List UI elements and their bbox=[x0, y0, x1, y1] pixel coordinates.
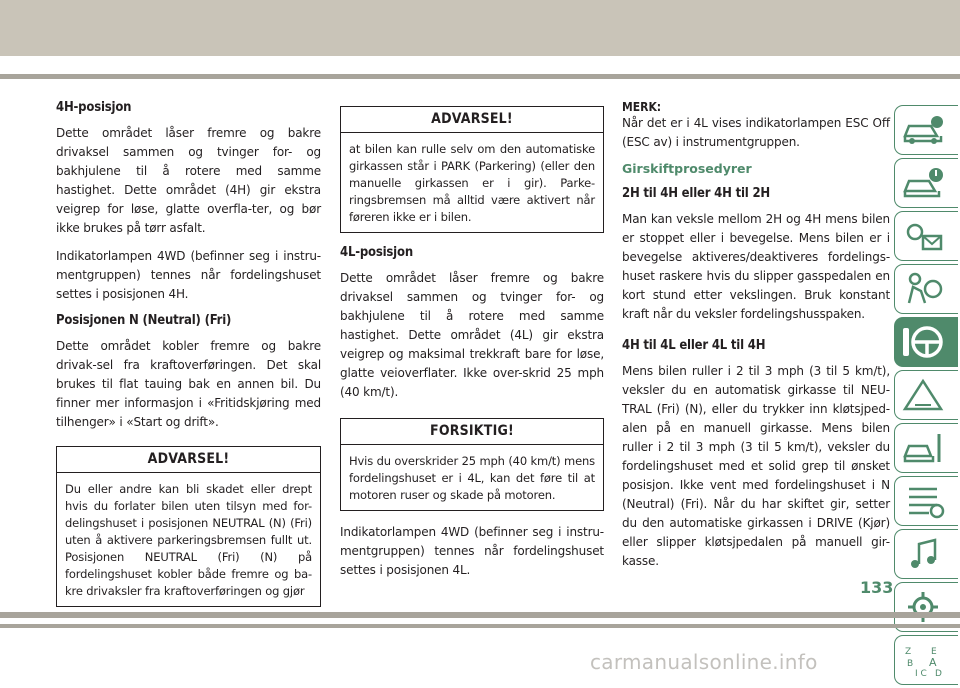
caution-box bbox=[340, 418, 604, 511]
chapter-tabs bbox=[894, 105, 958, 688]
checklist-icon bbox=[901, 483, 945, 519]
airbag-person-icon bbox=[901, 271, 945, 307]
wrench-car-icon bbox=[901, 430, 945, 466]
top-band bbox=[0, 0, 960, 56]
svg-text:I C: I C bbox=[915, 669, 927, 678]
warning-box bbox=[56, 446, 321, 607]
caution-title: FORSIKTIG! bbox=[341, 419, 603, 445]
hazard-triangle-icon bbox=[901, 377, 945, 413]
index-letters-icon bbox=[901, 642, 945, 678]
watermark: carmanualsonline.info bbox=[590, 650, 818, 674]
note-body: Når det er i 4L vises indikatorlampen ESC Off (ESC av) i instrumentgruppen. bbox=[622, 116, 890, 149]
column-right bbox=[622, 100, 890, 580]
svg-text:E: E bbox=[931, 647, 937, 657]
lights-message-icon bbox=[901, 218, 945, 254]
heading-4l: 4L-posisjon bbox=[340, 245, 413, 260]
tab-car-warning[interactable] bbox=[894, 158, 958, 208]
heading-4h-4l: 4H til 4L eller 4L til 4H bbox=[622, 338, 766, 353]
warning-title: ADVARSEL! bbox=[57, 447, 320, 473]
car-warning-icon bbox=[901, 165, 945, 201]
bottom-stripe-thin bbox=[0, 624, 960, 628]
heading-neutral: Posisjonen N (Neutral) (Fri) bbox=[56, 313, 232, 328]
music-phone-icon bbox=[901, 536, 945, 572]
bottom-stripe bbox=[0, 612, 960, 618]
tab-lights[interactable] bbox=[894, 211, 958, 261]
warning-title: ADVARSEL! bbox=[341, 107, 603, 133]
note-label: MERK: bbox=[622, 100, 662, 114]
paragraph: Man kan veksle mellom 2H og 4H mens bilen er stoppet eller i bevegelse. Mens bilen er i bevegelse aktiveres/deaktiveres fordelings-huset raskere hvis du slipper gasspedalen en kort stund etter vekslingen. Bruk konstant kraft når du veksler fordelingshusspaken. bbox=[622, 212, 890, 321]
steering-wheel-icon bbox=[901, 324, 945, 360]
tab-starting-driving[interactable] bbox=[894, 317, 958, 367]
paragraph: Mens bilen ruller i 2 til 3 mph (3 til 5 km/t), veksler du en automatisk girkasse til NEU-TRAL (Fri) (N), eller du trykker inn kløtsjped-alen på en manuell girkasse. Mens bilen ruller i 2 til 3 mph (3 til 5 km/t), veksler du fordelingshuset med et solid grep til ønsket posisjon. Ikke vent med fordelingshuset i N (Neutral) (Fri). Når du har skiftet gir, setter du den automatiske girkassen i DRIVE (Kjør) eller slipper kløtsjpedalen på manuell gir-kasse. bbox=[622, 364, 890, 568]
heading-4h: 4H-posisjon bbox=[56, 100, 132, 115]
paragraph: Dette området kobler fremre og bakre drivak-sel fra kraftoverføringen. Det skal brukes til flat tauing bak en annen bil. Du finner mer informasjon i «Fritidskjøring med tilhenger» i «Start og drift». bbox=[56, 339, 321, 429]
car-info-icon bbox=[901, 112, 945, 148]
heading-2h-4h: 2H til 4H eller 4H til 2H bbox=[622, 186, 770, 201]
warning-box-continued bbox=[340, 106, 604, 233]
svg-text:A: A bbox=[929, 656, 937, 669]
tab-specs[interactable] bbox=[894, 476, 958, 526]
tab-safety[interactable] bbox=[894, 264, 958, 314]
warning-body: at bilen kan rulle selv om den automatiske girkassen står i PARK (Parkering) (eller den manuelle girkassen er i gir). Parke-ringsbremsen må alltid være aktivert når føreren ikke er i bilen. bbox=[349, 142, 595, 224]
caution-body: Hvis du overskrider 25 mph (40 km/t) mens fordelingshuset er i 4L, kan det føre til at motoren ruser og skade på motoren. bbox=[349, 454, 595, 502]
paragraph: Indikatorlampen 4WD (befinner seg i instru-mentgruppen) tennes når fordelingshuset settes i posisjonen 4H. bbox=[56, 249, 321, 301]
svg-text:Z: Z bbox=[905, 647, 912, 657]
warning-body: Du eller andre kan bli skadet eller drept hvis du forlater bilen uten tilsyn med for-delingshuset i posisjonen NEUTRAL (N) (Fri) uten å aktivere parkeringsbremsen fullt ut. Posisjonen NEUTRAL (Fri) (N) på fordelingshuset kobler både fremre og ba-kre drivaksler fra kraftoverføringen og gjør bbox=[65, 482, 312, 598]
page-number: 133 bbox=[860, 578, 894, 597]
svg-text:B: B bbox=[907, 659, 914, 669]
tab-car-info[interactable] bbox=[894, 105, 958, 155]
tab-emergency[interactable] bbox=[894, 370, 958, 420]
paragraph: Indikatorlampen 4WD (befinner seg i instru-mentgruppen) tennes når fordelingshuset settes i posisjonen 4L. bbox=[340, 525, 604, 577]
tab-multimedia[interactable] bbox=[894, 529, 958, 579]
column-left bbox=[56, 100, 321, 619]
paragraph: Dette området låser fremre og bakre drivaksel sammen og tvinger for- og bakhjulene til å rotere med samme hastighet. Dette området (4L) gir ekstra veigrep og maksimal trekkraft bare for løse, glatte veioverflater. Ikke over-skrid 25 mph (40 km/t). bbox=[340, 271, 604, 399]
gear-tools-icon bbox=[901, 589, 945, 625]
top-stripe bbox=[0, 74, 960, 79]
tab-service[interactable] bbox=[894, 423, 958, 473]
column-middle bbox=[340, 106, 604, 589]
paragraph: Dette området låser fremre og bakre drivaksel sammen og tvinger for- og bakhjulene til å rotere med samme hastighet. Dette området (4H) gir ekstra veigrep for løse, glatte overfla-ter, og bør ikke brukes på tørr asfalt. bbox=[56, 126, 321, 235]
section-subheading: Girskiftprosedyrer bbox=[622, 161, 752, 176]
svg-text:D: D bbox=[935, 669, 942, 678]
